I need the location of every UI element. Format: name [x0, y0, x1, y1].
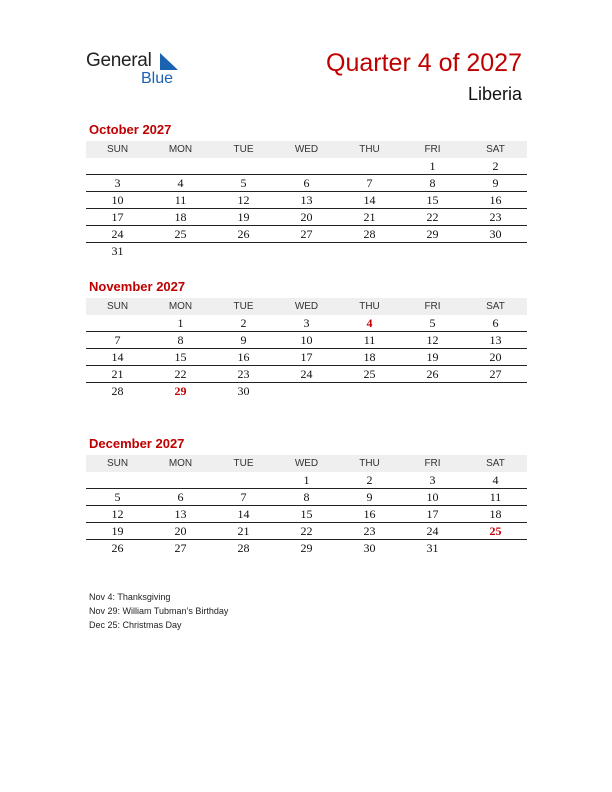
weekday-label: WED [275, 141, 338, 158]
day-cell: 4 [338, 315, 401, 332]
weekday-label: SUN [86, 298, 149, 315]
logo-text-general: General [86, 50, 152, 71]
day-cell: 20 [275, 209, 338, 226]
logo-flag-icon [160, 53, 178, 70]
day-cell: 22 [149, 366, 212, 383]
month-calendar-november [86, 279, 527, 399]
weekday-label: SAT [464, 298, 527, 315]
weekday-label: MON [149, 298, 212, 315]
day-cell: 6 [149, 489, 212, 506]
week-row [86, 226, 527, 243]
day-cell: 5 [212, 175, 275, 192]
weekday-label: FRI [401, 298, 464, 315]
day-cell: 3 [275, 315, 338, 332]
empty-day-cell [275, 383, 338, 400]
week-row [86, 506, 527, 523]
day-cell: 10 [86, 192, 149, 209]
week-row [86, 472, 527, 489]
month-title: December 2027 [89, 436, 185, 451]
day-cell: 17 [401, 506, 464, 523]
day-cell: 1 [149, 315, 212, 332]
day-cell: 1 [401, 158, 464, 175]
weekday-label: THU [338, 141, 401, 158]
week-row [86, 489, 527, 506]
day-cell: 31 [111, 244, 124, 258]
day-cell: 13 [464, 332, 527, 349]
day-cell: 14 [212, 506, 275, 523]
week-row [86, 332, 527, 349]
weekday-label: FRI [401, 455, 464, 472]
day-cell: 21 [212, 523, 275, 540]
day-cell: 1 [275, 472, 338, 489]
day-cell: 5 [401, 315, 464, 332]
month-grid [86, 141, 527, 259]
day-cell: 13 [275, 192, 338, 209]
empty-day-cell [149, 158, 212, 175]
day-cell: 14 [86, 349, 149, 366]
weekday-label: THU [338, 298, 401, 315]
empty-day-cell [149, 472, 212, 489]
day-cell: 7 [212, 489, 275, 506]
day-cell: 12 [212, 192, 275, 209]
weekday-label: MON [149, 141, 212, 158]
day-cell: 13 [149, 506, 212, 523]
day-cell: 20 [464, 349, 527, 366]
day-cell: 2 [212, 315, 275, 332]
weekday-label: TUE [212, 141, 275, 158]
day-cell: 15 [275, 506, 338, 523]
day-cell: 9 [212, 332, 275, 349]
month-title: October 2027 [89, 122, 172, 137]
empty-day-cell [464, 243, 527, 260]
page-title: Quarter 4 of 2027 [326, 49, 522, 77]
day-cell: 25 [149, 226, 212, 243]
weekday-label: SAT [464, 455, 527, 472]
day-cell: 23 [338, 523, 401, 540]
day-cell: 3 [86, 175, 149, 192]
day-cell: 11 [464, 489, 527, 506]
day-cell: 17 [275, 349, 338, 366]
day-cell: 28 [111, 384, 124, 398]
day-cell: 16 [338, 506, 401, 523]
holiday-note: Dec 25: Christmas Day [89, 620, 182, 630]
week-row [86, 383, 527, 400]
empty-day-cell [212, 158, 275, 175]
empty-day-cell [338, 243, 401, 260]
day-cell: 26 [401, 366, 464, 383]
day-cell: 29 [401, 226, 464, 243]
day-cell: 6 [464, 315, 527, 332]
weekday-label: TUE [212, 298, 275, 315]
day-cell: 8 [275, 489, 338, 506]
weekday-label: THU [338, 455, 401, 472]
empty-day-cell [275, 158, 338, 175]
day-cell: 11 [338, 332, 401, 349]
empty-day-cell [338, 383, 401, 400]
empty-day-cell [401, 383, 464, 400]
day-cell: 30 [363, 541, 376, 555]
empty-day-cell [275, 243, 338, 260]
day-cell: 26 [212, 226, 275, 243]
month-title: November 2027 [89, 279, 186, 294]
day-cell: 12 [86, 506, 149, 523]
weekday-label: SAT [464, 141, 527, 158]
country-name: Liberia [467, 84, 522, 104]
day-cell: 26 [111, 541, 124, 555]
weekday-label: MON [149, 455, 212, 472]
holiday-note: Nov 4: Thanksgiving [89, 592, 171, 602]
day-cell: 8 [149, 332, 212, 349]
week-row [86, 315, 527, 332]
day-cell: 25 [338, 366, 401, 383]
day-cell: 30 [237, 384, 250, 398]
empty-day-cell [86, 315, 149, 332]
week-row [86, 366, 527, 383]
day-cell: 4 [464, 472, 527, 489]
empty-day-cell [338, 158, 401, 175]
day-cell: 29 [300, 541, 313, 555]
day-cell: 10 [401, 489, 464, 506]
weekday-header-row [86, 298, 527, 315]
day-cell: 3 [401, 472, 464, 489]
day-cell: 28 [338, 226, 401, 243]
day-cell: 19 [401, 349, 464, 366]
weekday-label: SUN [86, 141, 149, 158]
weekday-label: FRI [401, 141, 464, 158]
day-cell: 22 [275, 523, 338, 540]
day-cell: 24 [401, 523, 464, 540]
weekday-label: TUE [212, 455, 275, 472]
day-cell: 11 [149, 192, 212, 209]
day-cell: 7 [86, 332, 149, 349]
day-cell: 18 [338, 349, 401, 366]
empty-day-cell [401, 243, 464, 260]
empty-day-cell [149, 243, 212, 260]
day-cell: 8 [401, 175, 464, 192]
day-cell: 22 [401, 209, 464, 226]
week-row [86, 175, 527, 192]
generalblue-logo [86, 50, 196, 90]
empty-day-cell [86, 472, 149, 489]
month-calendar-october [86, 122, 527, 259]
day-cell: 15 [149, 349, 212, 366]
day-cell: 9 [338, 489, 401, 506]
day-cell: 18 [149, 209, 212, 226]
weekday-label: WED [275, 455, 338, 472]
logo-text-blue: Blue [141, 70, 174, 87]
day-cell: 25 [464, 523, 527, 540]
weekday-header-row [86, 455, 527, 472]
day-cell: 24 [275, 366, 338, 383]
week-row [86, 192, 527, 209]
day-cell: 27 [174, 541, 187, 555]
day-cell: 9 [464, 175, 527, 192]
week-row [86, 523, 527, 540]
day-cell: 23 [212, 366, 275, 383]
day-cell: 15 [401, 192, 464, 209]
day-cell: 27 [464, 366, 527, 383]
day-cell: 31 [426, 541, 439, 555]
weekday-header-row [86, 141, 527, 158]
month-grid [86, 298, 527, 399]
day-cell: 5 [86, 489, 149, 506]
month-calendar-december [86, 436, 527, 556]
day-cell: 18 [464, 506, 527, 523]
week-row [86, 243, 527, 260]
week-row [86, 349, 527, 366]
day-cell: 28 [237, 541, 250, 555]
empty-day-cell [464, 383, 527, 400]
day-cell: 17 [86, 209, 149, 226]
week-row [86, 158, 527, 175]
empty-day-cell [212, 243, 275, 260]
day-cell: 10 [275, 332, 338, 349]
empty-day-cell [464, 540, 527, 557]
month-grid [86, 455, 527, 556]
day-cell: 14 [338, 192, 401, 209]
day-cell: 24 [86, 226, 149, 243]
day-cell: 19 [212, 209, 275, 226]
day-cell: 4 [149, 175, 212, 192]
day-cell: 20 [149, 523, 212, 540]
day-cell: 6 [275, 175, 338, 192]
empty-day-cell [212, 472, 275, 489]
day-cell: 16 [464, 192, 527, 209]
day-cell: 7 [338, 175, 401, 192]
day-cell: 12 [401, 332, 464, 349]
day-cell: 27 [275, 226, 338, 243]
weekday-label: SUN [86, 455, 149, 472]
day-cell: 30 [464, 226, 527, 243]
weekday-label: WED [275, 298, 338, 315]
day-cell: 29 [174, 384, 187, 398]
week-row [86, 209, 527, 226]
day-cell: 21 [86, 366, 149, 383]
day-cell: 2 [338, 472, 401, 489]
day-cell: 21 [338, 209, 401, 226]
holiday-note: Nov 29: William Tubman’s Birthday [89, 606, 229, 616]
holiday-notes [89, 590, 228, 632]
day-cell: 23 [464, 209, 527, 226]
day-cell: 16 [212, 349, 275, 366]
day-cell: 19 [86, 523, 149, 540]
week-row [86, 540, 527, 557]
day-cell: 2 [464, 158, 527, 175]
empty-day-cell [86, 158, 149, 175]
